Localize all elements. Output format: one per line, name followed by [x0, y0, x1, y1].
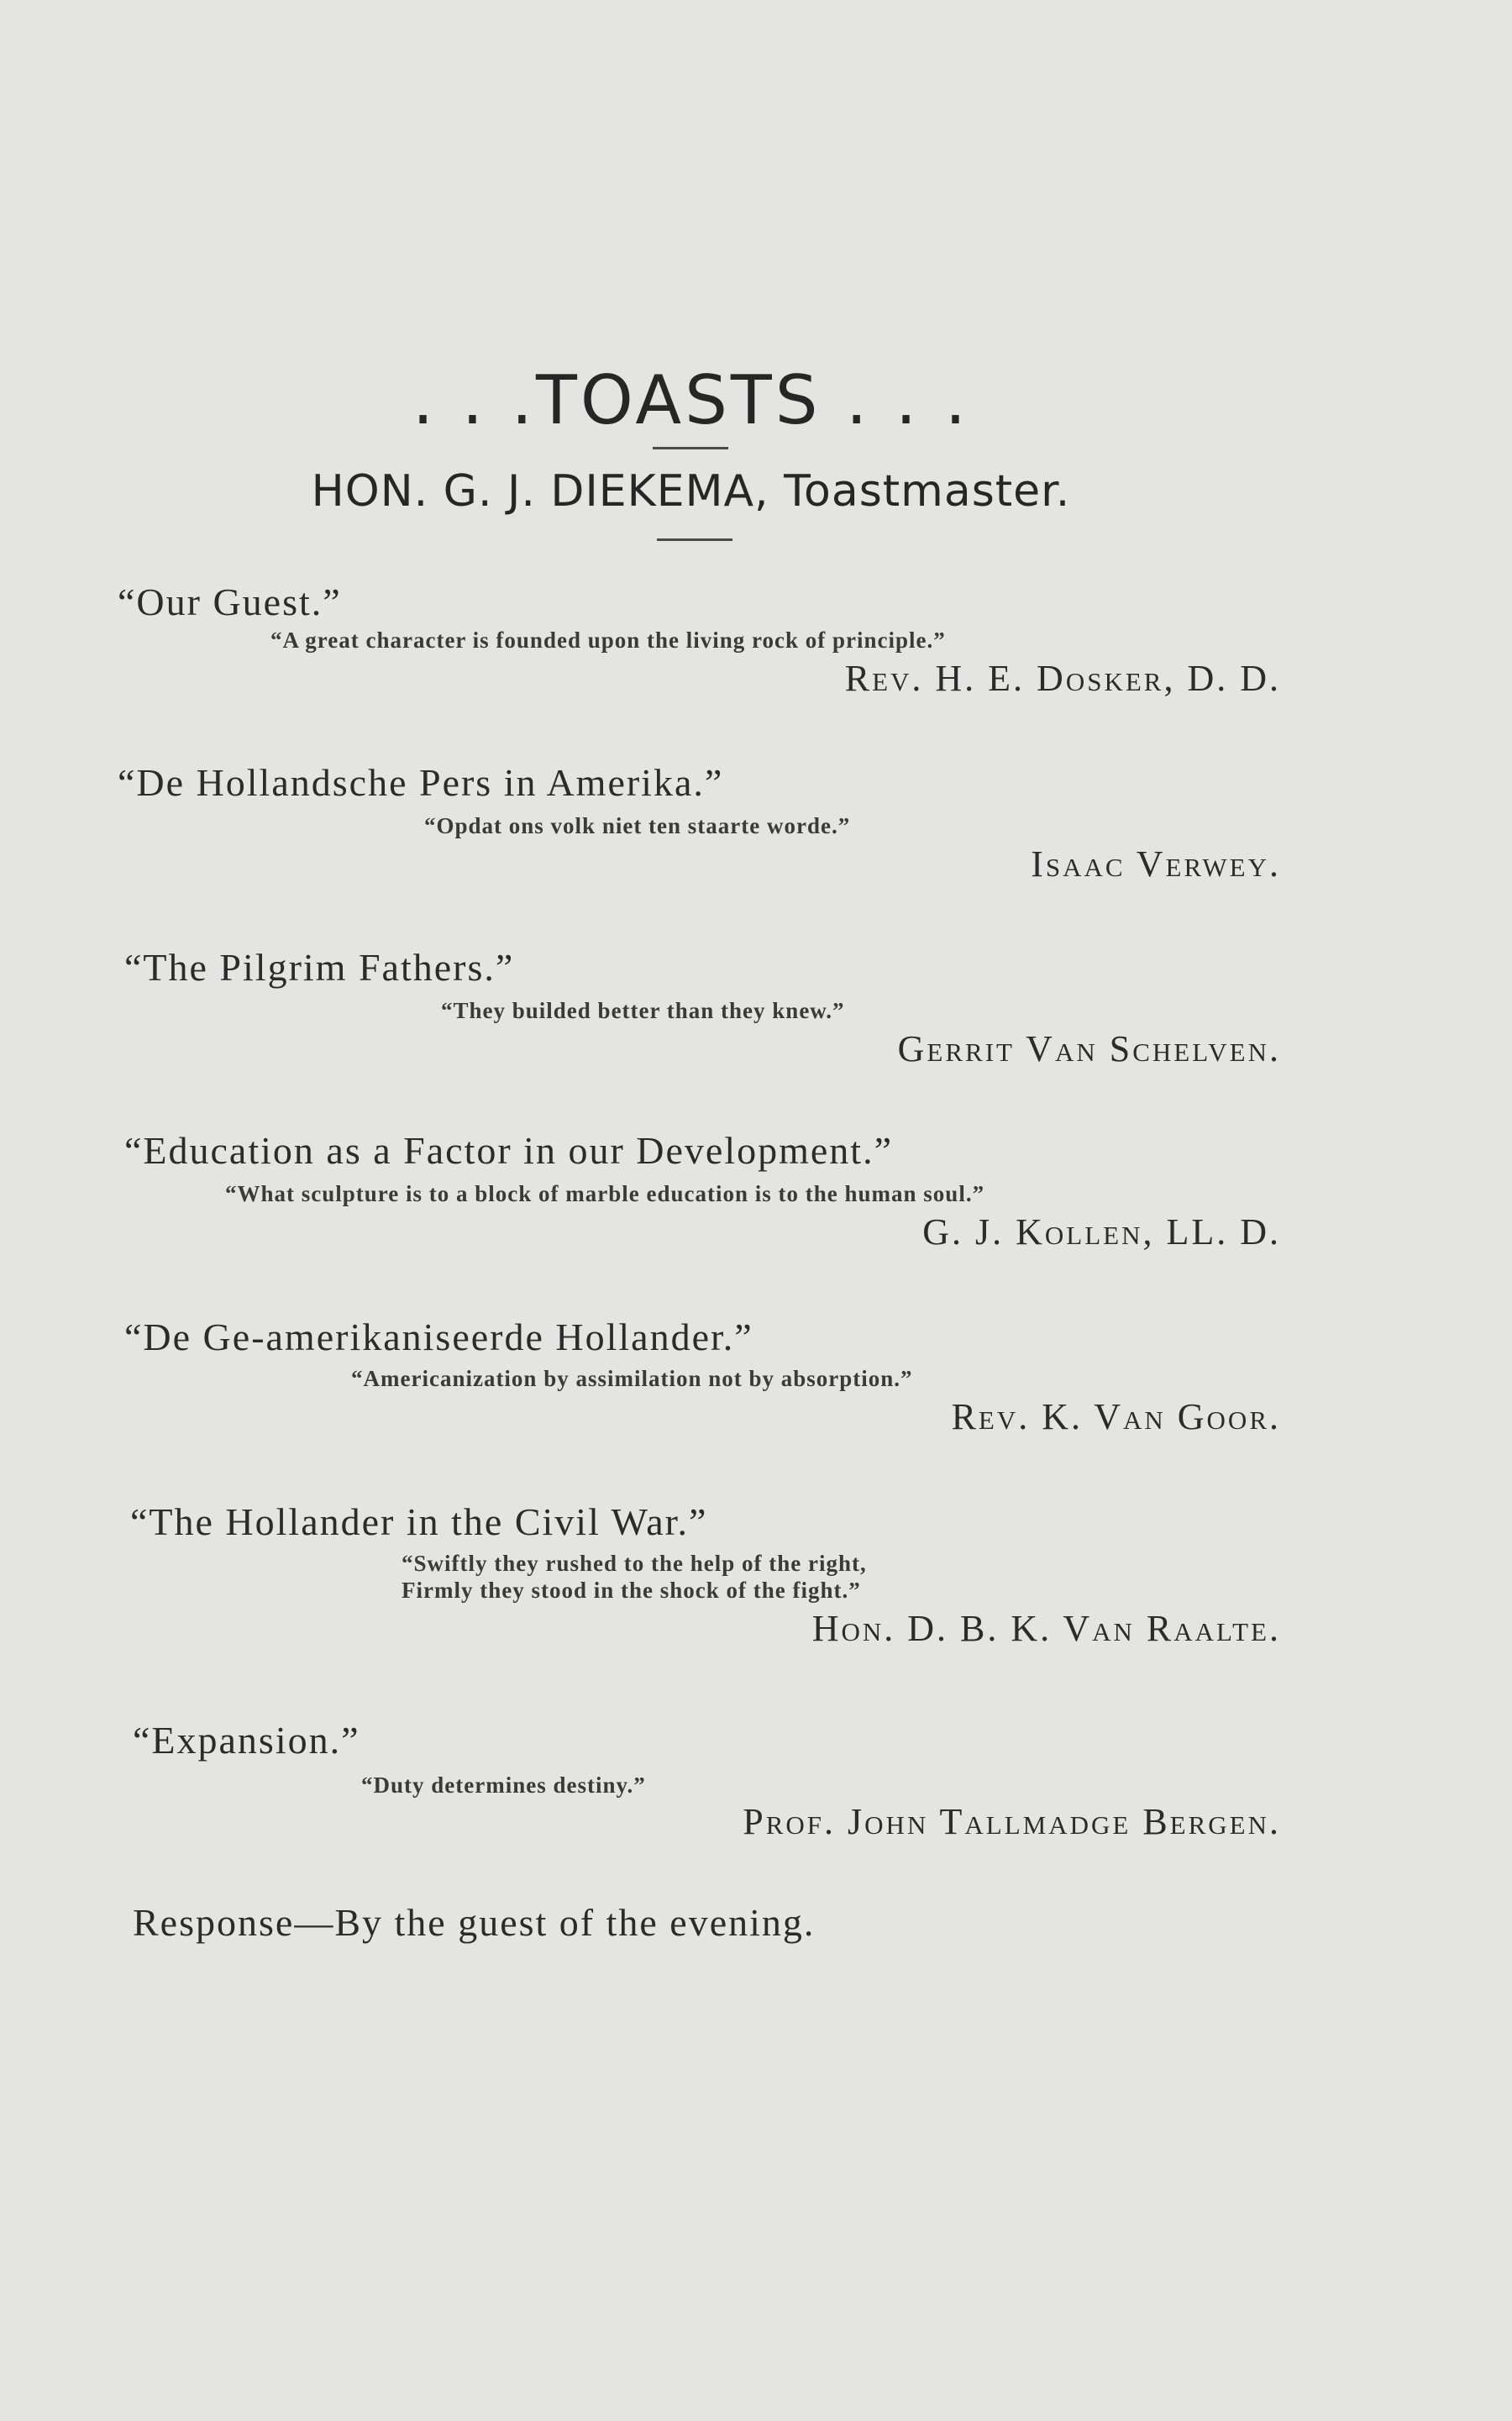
toast-title: “The Hollander in the Civil War.” [130, 1500, 708, 1543]
response-line: Response—By the guest of the evening. [133, 1901, 816, 1944]
toast-title: “The Pilgrim Fathers.” [124, 946, 515, 989]
toastmaster-divider [657, 538, 732, 541]
toast-speaker: Prof. John Tallmadge Bergen. [743, 1801, 1281, 1842]
toast-quote: “They builded better than they knew.” [441, 998, 845, 1023]
toast-quote: “Opdat ons volk niet ten staarte worde.” [424, 813, 851, 838]
toast-title: “De Ge-amerikaniseerde Hollander.” [124, 1316, 753, 1358]
title-divider [653, 447, 728, 449]
toast-speaker: Rev. H. E. Dosker, D. D. [844, 658, 1281, 699]
toast-title: “Our Guest.” [118, 580, 342, 623]
toast-title: “De Hollandsche Pers in Amerika.” [118, 761, 724, 804]
toast-quote: “Americanization by assimilation not by absorption.” [351, 1366, 913, 1391]
toast-title: “Expansion.” [133, 1719, 360, 1762]
page-title: . . .TOASTS . . . [412, 361, 970, 439]
toast-quote: “What sculpture is to a block of marble education is to the human soul.” [225, 1181, 985, 1206]
toast-title: “Education as a Factor in our Development.” [124, 1129, 893, 1172]
toast-speaker: Gerrit Van Schelven. [897, 1028, 1281, 1069]
toast-quote: “Duty determines destiny.” [361, 1772, 646, 1798]
toast-quote: “Swiftly they rushed to the help of the right, Firmly they stood in the shock of the fight.” [402, 1551, 867, 1603]
toast-speaker: G. J. Kollen, LL. D. [922, 1211, 1281, 1253]
toastmaster-line: HON. G. J. DIEKEMA, Toastmaster. [311, 466, 1071, 517]
toast-quote: “A great character is founded upon the living rock of principle.” [270, 628, 946, 653]
toast-speaker: Rev. K. Van Goor. [951, 1396, 1281, 1437]
toast-speaker: Isaac Verwey. [1031, 843, 1281, 885]
toast-speaker: Hon. D. B. K. Van Raalte. [811, 1608, 1281, 1649]
